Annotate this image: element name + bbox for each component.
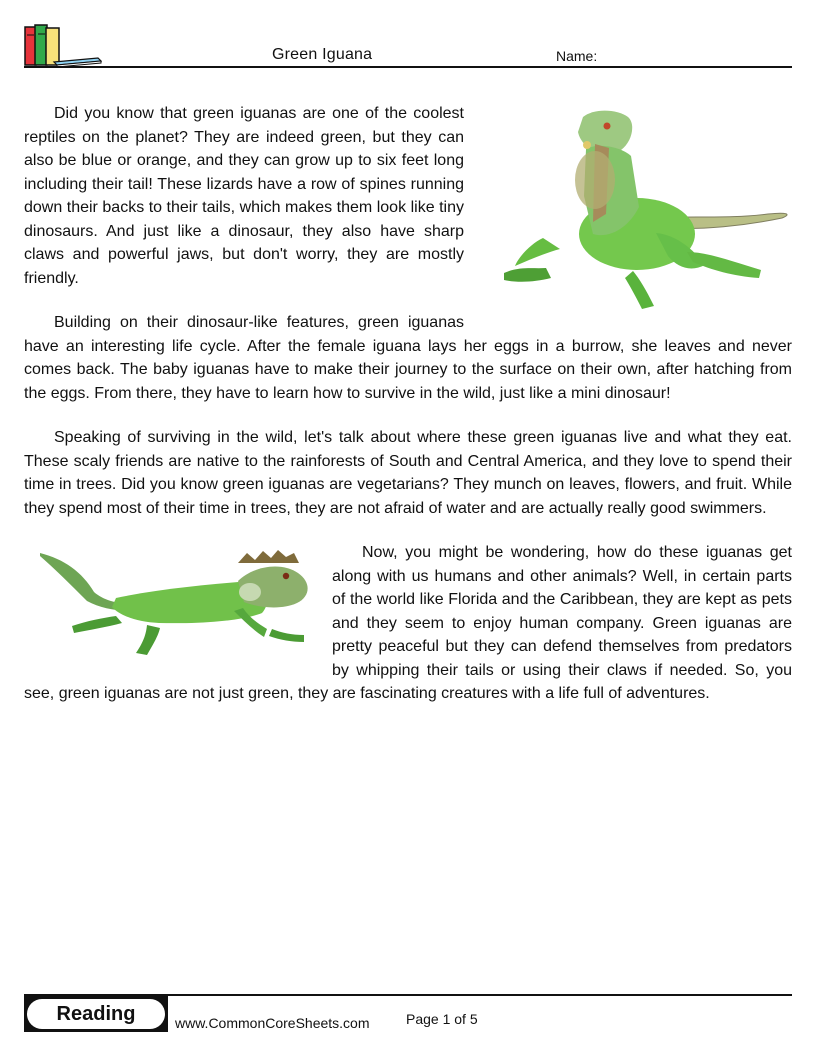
name-label: Name:	[556, 48, 598, 64]
subject-badge	[24, 996, 168, 1032]
paragraph-4: Now, you might be wondering, how do these iguanas get along with us humans and other animals? Well, in certain parts of the world like Florida and the Caribbean, they are kept as pets and they seem to enjoy human company. Green iguanas are pretty peaceful but they can defend themselves from predators by whipping their tails or using their claws if needed. So, you see, green iguanas are not just green, they are fascinating creatures with a life full of adventures.	[24, 544, 792, 702]
green-iguana-photo-walking	[24, 541, 314, 659]
paragraph-3: Speaking of surviving in the wild, let's talk about where these green iguanas live and what they eat. These scaly friends are native to the rainforests of South and Central America, and they love to spend their time in trees. Did you know green iguanas are vegetarians? They munch on leaves, flowers, and fruit. While they spend most of their time in trees, they are not afraid of water and are actually really good swimmers.	[24, 429, 792, 517]
footer-url: www.CommonCoreSheets.com	[175, 1015, 370, 1031]
reading-passage	[24, 102, 792, 727]
books-logo-icon	[24, 24, 102, 68]
header-divider	[24, 66, 792, 68]
page-number: Page 1 of 5	[406, 1011, 478, 1027]
subject-badge-label: Reading	[27, 999, 165, 1029]
worksheet-header	[24, 22, 792, 68]
paragraph-1: Did you know that green iguanas are one of the coolest reptiles on the planet? They are indeed green, but they can also be blue or orange, and they can grow up to six feet long including their tail! These lizards have a row of spines running down their backs to their tails, which makes them look like tiny dinosaurs. And just like a dinosaur, they also have sharp claws and powerful jaws, but don't worry, they are mostly friendly.	[24, 105, 464, 287]
paragraph-2: Building on their dinosaur-like features, green iguanas have an interesting life cycle. After the female iguana lays her eggs in a burrow, she leaves and never comes back. The baby iguanas have to make their journey to the surface on their own, after hatching from the eggs. From there, they have to learn how to survive in the wild, just like a mini dinosaur!	[24, 314, 792, 402]
green-iguana-photo-sitting	[482, 102, 792, 316]
page-title: Green Iguana	[272, 46, 373, 63]
